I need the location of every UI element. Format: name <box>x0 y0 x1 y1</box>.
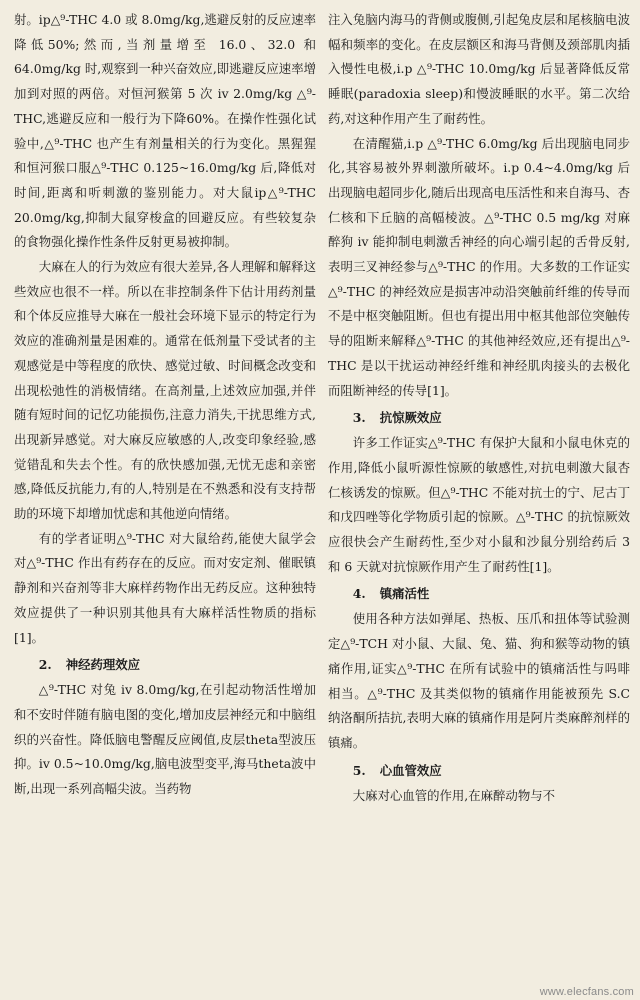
paragraph: 注入兔脑内海马的背侧或腹侧,引起兔皮层和尾核脑电波幅和频率的变化。在皮层额区和海马背侧及颈部肌肉插入慢性电极,i.p △⁹-THC 10.0mg/kg 后显著降低反常睡眠(paradoxia sleep)和慢波睡眠的水平。第二次给药,对这种作用产生了耐药性。 <box>328 12 630 126</box>
paragraph: 有的学者证明△⁹-THC 对大鼠给药,能使大鼠学会对△⁹-THC 作出有药存在的反应。而对安定剂、催眠镇静剂和兴奋剂等非大麻样药物作出无药反应。这种独特效应提供了一种识别其他具有大麻样活性物质的指标[1]。 <box>14 530 316 645</box>
watermark: www.elecfans.com <box>539 986 634 998</box>
paragraph: 许多工作证实△⁹-THC 有保护大鼠和小鼠电休克的作用,降低小鼠听源性惊厥的敏感性,对抗电刺激大鼠杏仁核诱发的惊厥。但△⁹-THC 不能对抗士的宁、尼古丁和戊四唑等化学物质引起的惊厥。△⁹-THC 的抗惊厥效应很快会产生耐药性,至少对小鼠和沙鼠分别给药后 3 和 6 天就对抗惊厥作用产生了耐药性[1]。 <box>328 435 630 574</box>
section-number: 3. <box>352 410 366 426</box>
paragraph: 在清醒猫,i.p △⁹-THC 6.0mg/kg 后出现脑电同步化,其容易被外界刺激所破坏。i.p 0.4~4.0mg/kg 后出现脑电超同步化,随后出现高电压活性和来自海马、杏仁核和下丘脑的高幅棱波。△⁹-THC 0.5 mg/kg 对麻醉狗 iv 能抑制电刺激舌神经的向心端引起的舌骨反射,表明三叉神经参与△⁹-THC 的作用。大多数的工作证实△⁹-THC 的神经效应是损害冲动沿突触前纤维的传导而不是中枢突触阻断。但也有提出用中枢其他部位突触传导的阻断来解释△⁹-THC 的其他神经效应,还有提出△⁹-THC 是以干扰运动神经纤维和神经肌肉接头的去极化而阻断神经的传导[1]。 <box>328 135 630 398</box>
section-heading <box>328 406 630 430</box>
right-column <box>328 8 630 1000</box>
paragraph: 射。ip△⁹-THC 4.0 或 8.0mg/kg,逃避反射的反应速率降低50%;然而,当剂量增至 16.0、32.0 和 64.0mg/kg 时,观察到一种兴奋效应,即逃避反应速率增加到对照的两倍。对恒河猴第 5 次 iv 2.0mg/kg △⁹-THC,逃避反应和一般行为下降60%。在操作性强化试验中,△⁹-THC 也产生有剂量相关的行为变化。黑猩猩和恒河猴口服△⁹-THC 0.125~16.0mg/kg 后,降低对时间,距离和听刺激的鉴别能力。对大鼠ip△⁹-THC 20.0mg/kg,抑制大鼠穿梭盒的回避反应。有些较复杂的食物强化操作性条件反射更易被抑制。 <box>14 12 316 250</box>
paragraph: 大麻在人的行为效应有很大差异,各人理解和解释这些效应也很不一样。所以在非控制条件下估计用药剂量和个体反应推导大麻在一般社会环境下显示的特定行为效应的准确剂量是困难的。通常在低剂量下受试者的主观感觉是中等程度的欣快、感觉过敏、时间概念改变和出现松弛性的消极情绪。在高剂量,上述效应加强,并伴随有短时间的记忆功能损伤,注意力消失,干扰思维方式,出现新异感觉。对大麻反应敏感的人,改变印象经验,感觉错乱和失去个性。有的欣快感加强,无忧无虑和亲密感,降低反抗能力,有的人,特别是在不熟悉和没有支持帮助的环境下却增加忧虑和其他逆向情绪。 <box>14 259 316 522</box>
section-title: 心血管效应 <box>379 762 442 778</box>
section-heading <box>328 582 630 606</box>
paragraph: 大麻对心血管的作用,在麻醉动物与不 <box>352 787 555 803</box>
section-number: 5. <box>352 762 366 778</box>
section-number: 4. <box>352 586 366 602</box>
section-number: 2. <box>38 657 52 673</box>
left-column <box>14 8 316 1000</box>
paragraph: △⁹-THC 对兔 iv 8.0mg/kg,在引起动物活性增加和不安时伴随有脑电图的变化,增加皮层神经元和中脑组织的兴奋性。降低脑电警醒反应阈值,皮层theta型波压抑。iv 0.5~10.0mg/kg,脑电波型变平,海马theta波中断,出现一系列高幅尖波。当药物 <box>14 682 316 797</box>
section-title: 镇痛活性 <box>379 586 430 602</box>
section-title: 抗惊厥效应 <box>379 410 442 426</box>
paragraph: 使用各种方法如弹尾、热板、压爪和扭体等试验测定△⁹-TCH 对小鼠、大鼠、兔、猫、狗和猴等动物的镇痛作用,证实△⁹-THC 在所有试验中的镇痛活性与吗啡相当。△⁹-THC 及其类似物的镇痛作用能被预先 S.C 纳洛酮所拮抗,表明大麻的镇痛作用是阿片类麻醉剂样的镇痛。 <box>328 611 630 750</box>
section-title: 神经药理效应 <box>65 657 141 673</box>
section-heading <box>14 653 316 677</box>
section-heading <box>328 759 630 783</box>
